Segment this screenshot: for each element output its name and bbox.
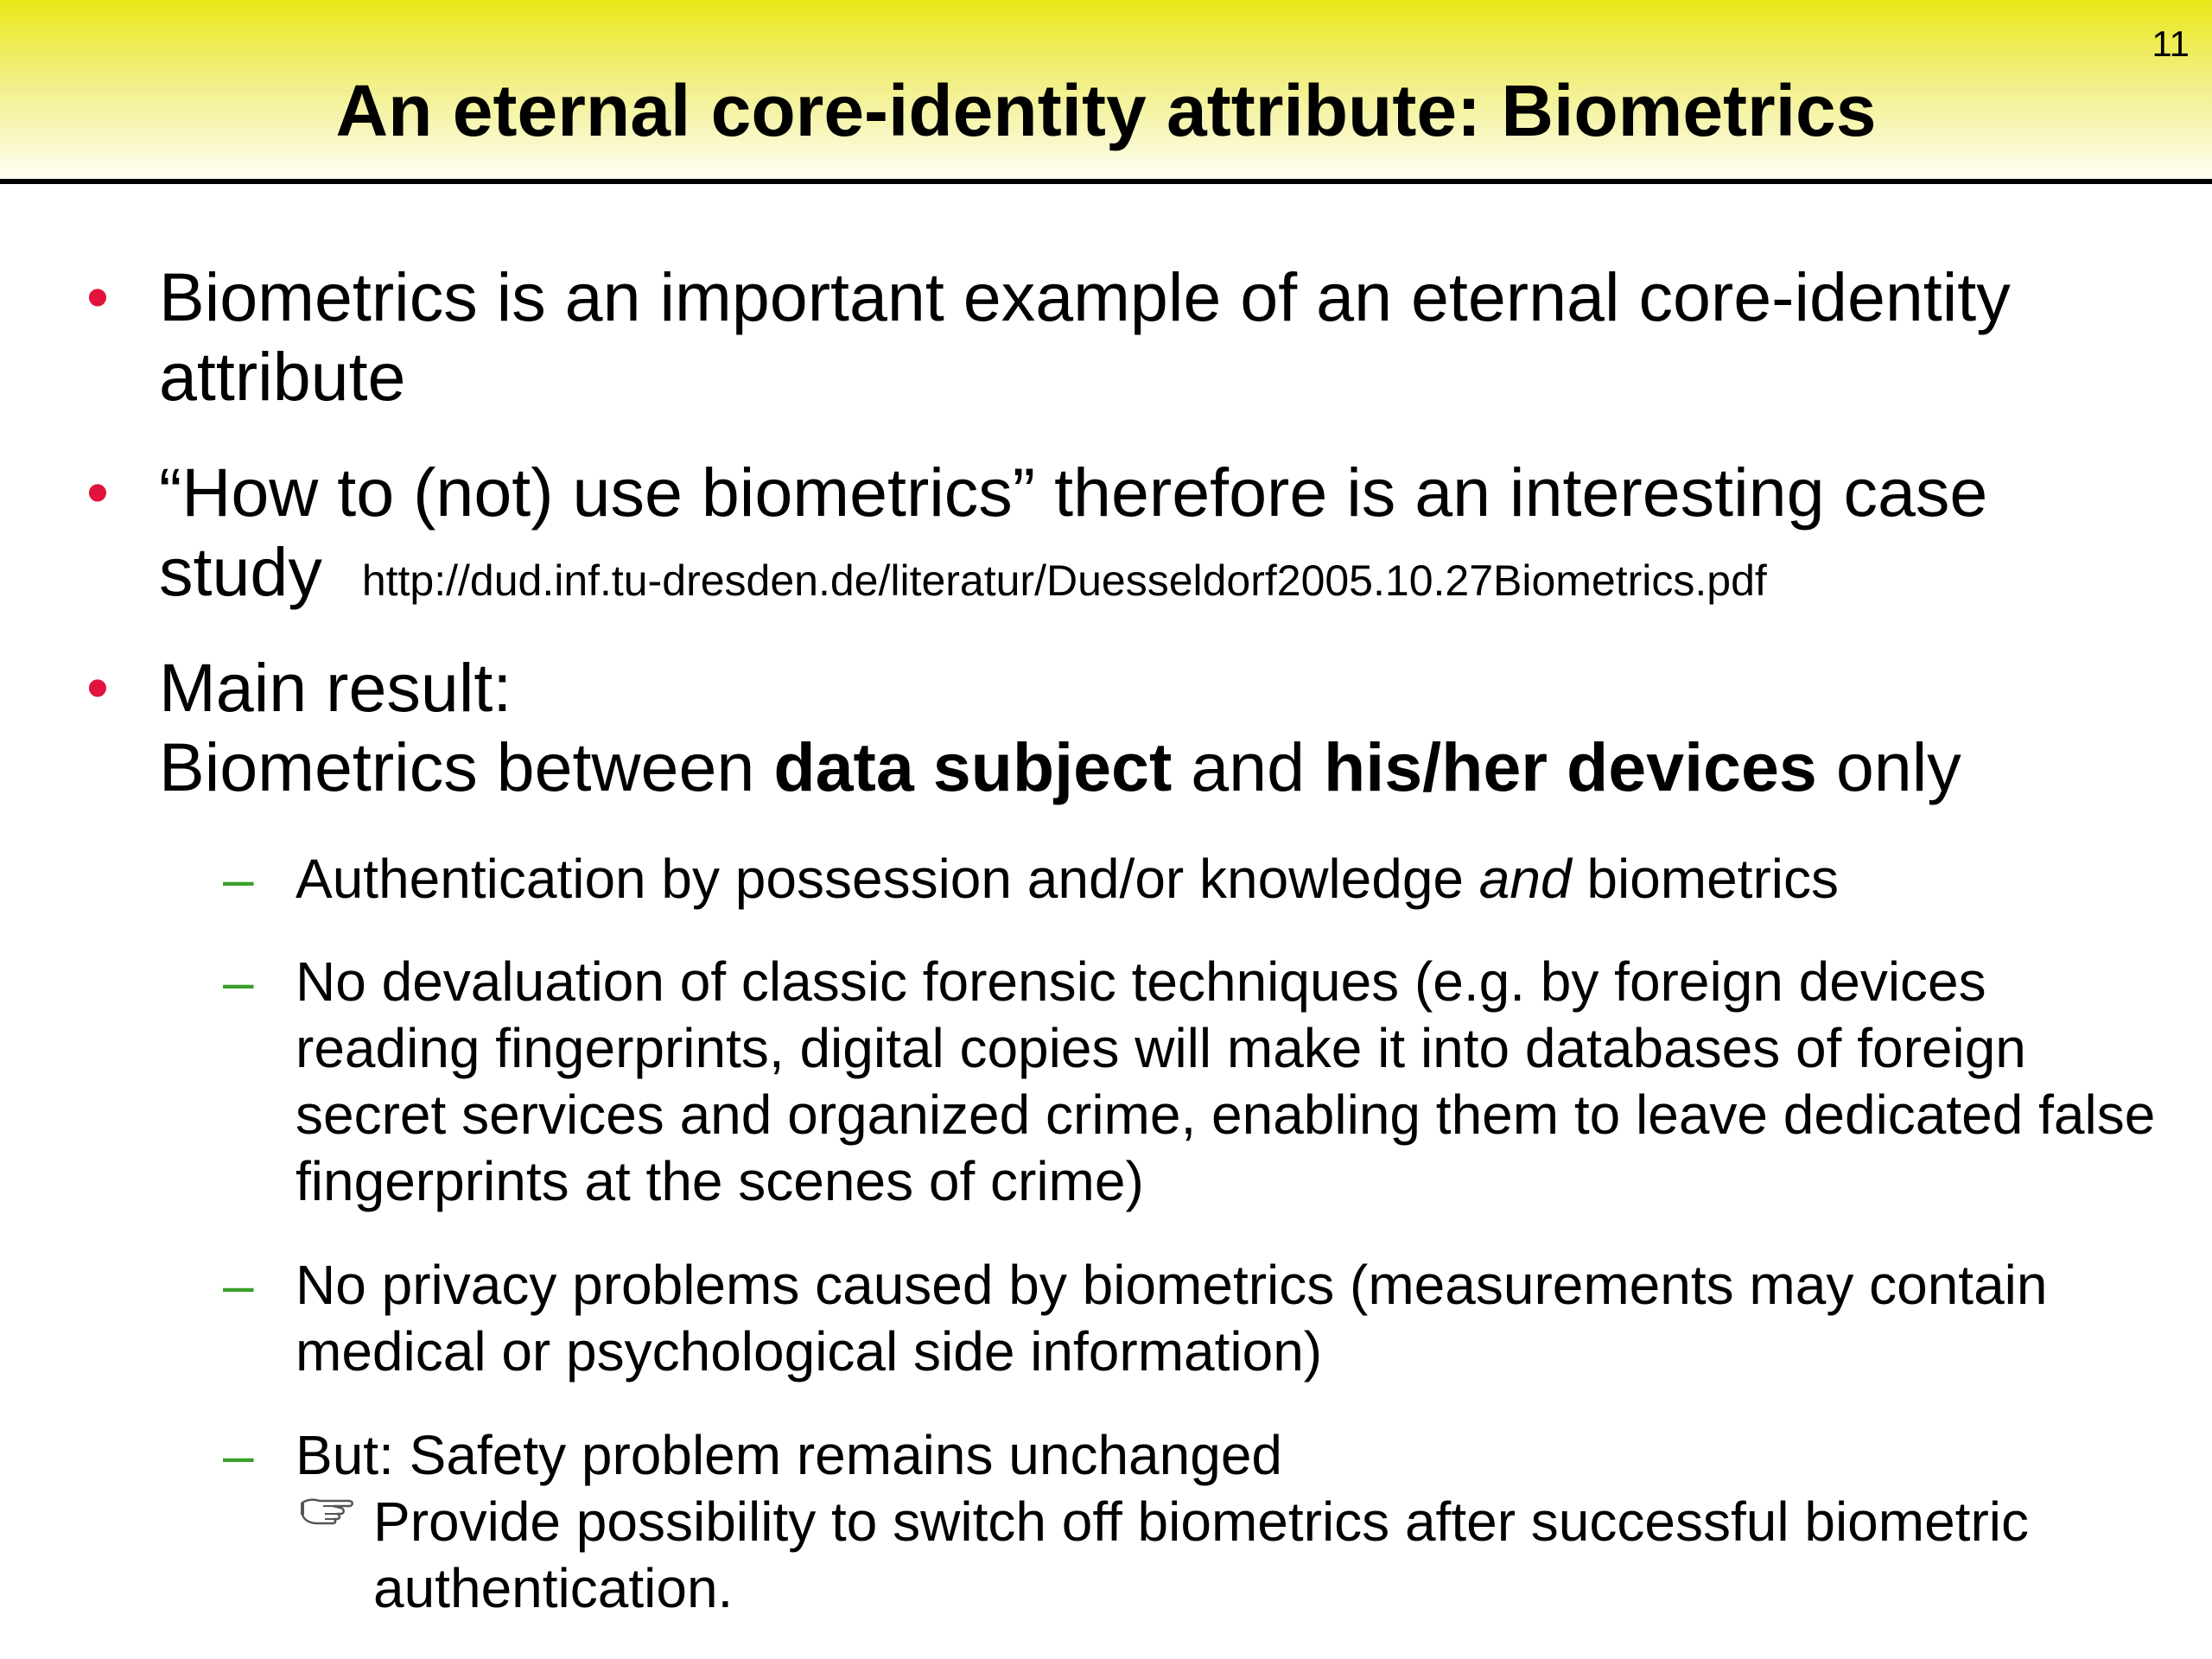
bullet-text-case-study: “How to (not) use biometrics” therefore is an interesting case study	[159, 454, 1988, 610]
bullet-text-biometrics-example: Biometrics is an important example of an eternal core-identity attribute	[159, 258, 2011, 415]
main-result-text: only	[1816, 728, 1961, 805]
bullet-case-study	[159, 453, 2181, 620]
page-number: 11	[2152, 23, 2190, 64]
main-result-heading: Main result:	[159, 649, 512, 726]
subbullet-privacy: No privacy problems caused by biometrics (measurements may contain medical or psychological side information)	[296, 1254, 2048, 1382]
subbullet-text: Authentication by possession and/or knowledge	[296, 848, 1479, 910]
subbullet-authentication	[296, 846, 2179, 912]
dash-marker: –	[223, 950, 254, 1013]
subbullet-forensic-techniques: No devaluation of classic forensic techniques (e.g. by foreign devices reading fingerprints, digital copies will make it into databases of foreign secret services and organized crime, enabling them to leave dedicated false fingerprints at the scenes of crime)	[296, 950, 2156, 1212]
emphasis-devices: his/her devices	[1324, 728, 1817, 805]
slide-title: An eternal core-identity attribute: Biometrics	[335, 70, 1877, 151]
bullet-marker: •	[86, 652, 109, 723]
main-result-statement	[159, 728, 2181, 807]
dash-marker: –	[223, 1424, 254, 1486]
reference-link[interactable]: http://dud.inf.tu-dresden.de/literatur/Duesseldorf2005.10.27Biometrics.pdf	[361, 556, 1767, 605]
main-result-text: Biometrics between	[159, 728, 774, 805]
subsub-switch-off-biometrics: Provide possibility to switch off biometrics after successful biometric authentication.	[373, 1491, 2029, 1619]
bullet-main-result	[159, 648, 2181, 807]
main-result-text: and	[1172, 728, 1324, 805]
emphasis-and: and	[1478, 848, 1572, 910]
bullet-marker: •	[86, 456, 109, 528]
subbullet-text: biometrics	[1571, 848, 1839, 910]
subbullet-safety: But: Safety problem remains unchanged	[296, 1424, 1282, 1486]
header-divider	[0, 179, 2212, 184]
dash-marker: –	[223, 848, 254, 910]
emphasis-data-subject: data subject	[773, 728, 1173, 805]
dash-marker: –	[223, 1254, 254, 1316]
pointing-hand-icon	[299, 1491, 358, 1525]
bullet-marker: •	[86, 261, 109, 333]
